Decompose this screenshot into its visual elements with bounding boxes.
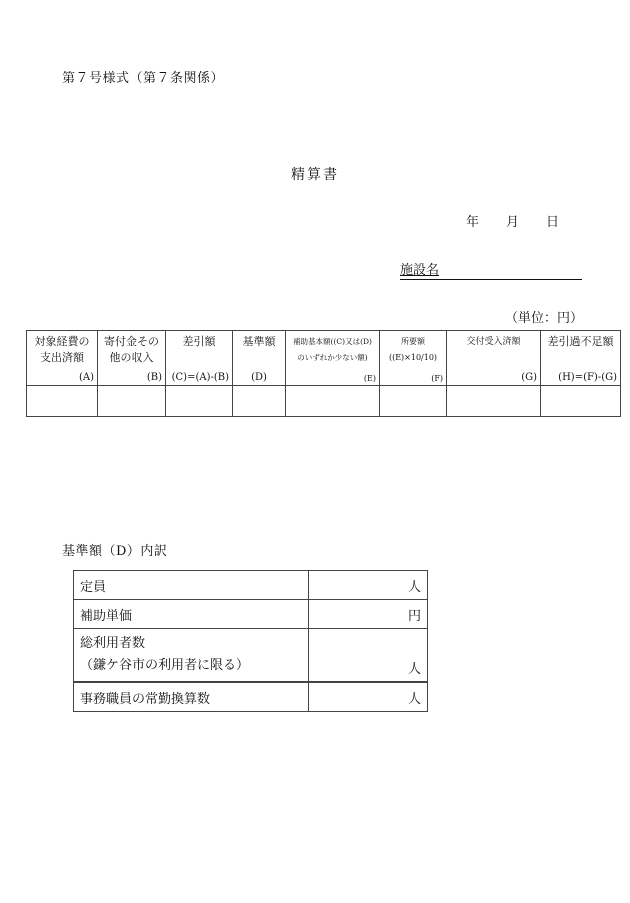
col-e-header <box>286 331 380 386</box>
col-a-line1: 対象経費の <box>34 335 90 348</box>
breakdown-label: 定員 <box>74 571 309 600</box>
col-f-line1: 所要額 <box>401 337 425 346</box>
col-a-line2: 支出済額 <box>40 351 84 364</box>
settlement-header-row <box>27 331 621 386</box>
col-e-line2: のいずれか少ない額) <box>297 353 368 362</box>
form-number: 第７号様式（第７条関係） <box>62 71 225 86</box>
col-h-line1: 差引過不足額 <box>547 335 614 348</box>
col-f-header <box>380 331 447 386</box>
breakdown-row-staff <box>74 682 428 712</box>
entry-cell-f[interactable] <box>380 386 447 417</box>
col-h-code: (H)=(F)-(G) <box>558 372 617 383</box>
entry-cell-d[interactable] <box>233 386 286 417</box>
entry-cell-e[interactable] <box>286 386 380 417</box>
col-b-line2: 他の収入 <box>109 351 154 364</box>
breakdown-label-note: （鎌ケ谷市の利用者に限る） <box>80 658 250 673</box>
date-day-label: 日 <box>546 215 560 230</box>
col-h-header <box>541 331 621 386</box>
breakdown-row-unit-price <box>74 600 428 629</box>
breakdown-unit[interactable]: 円 <box>309 600 428 629</box>
breakdown-table <box>73 570 428 712</box>
col-d-code: (D) <box>251 372 267 383</box>
col-c-line1: 差引額 <box>182 335 216 348</box>
col-e-line1: 補助基本額((C)又は(D) <box>293 337 372 346</box>
col-f-line2: ((E)×10/10) <box>388 353 438 362</box>
col-d-line1: 基準額 <box>242 335 276 348</box>
facility-name-line <box>400 259 582 280</box>
breakdown-label: 補助単価 <box>74 600 309 629</box>
col-g-code: (G) <box>521 372 537 383</box>
breakdown-unit[interactable]: 人 <box>309 682 428 712</box>
col-d-header <box>233 331 286 386</box>
breakdown-label: 事務職員の常勤換算数 <box>74 682 309 712</box>
document-title: 精算書 <box>291 167 339 183</box>
entry-cell-b[interactable] <box>98 386 166 417</box>
breakdown-label-cell <box>74 629 309 683</box>
col-f-code: (F) <box>431 374 443 383</box>
facility-name-label: 施設名 <box>400 263 440 278</box>
date-month-label: 月 <box>506 215 520 230</box>
col-b-code: (B) <box>146 372 162 383</box>
col-a-header <box>27 331 98 386</box>
col-g-line1: 交付受入済額 <box>466 337 521 347</box>
col-b-header <box>98 331 166 386</box>
col-g-header <box>447 331 541 386</box>
breakdown-row-capacity <box>74 571 428 600</box>
breakdown-title: 基準額（D）内訳 <box>62 544 168 559</box>
col-c-header <box>166 331 233 386</box>
col-b-line1: 寄付金その <box>104 335 159 348</box>
date-line <box>466 211 559 230</box>
entry-cell-a[interactable] <box>27 386 98 417</box>
breakdown-label: 総利用者数 <box>80 636 146 651</box>
col-c-code: (C)=(A)-(B) <box>171 372 229 383</box>
breakdown-row-total-users <box>74 629 428 683</box>
settlement-table <box>26 330 621 417</box>
settlement-entry-row <box>27 386 621 417</box>
date-year-label: 年 <box>466 215 480 230</box>
entry-cell-c[interactable] <box>166 386 233 417</box>
entry-cell-g[interactable] <box>447 386 541 417</box>
col-a-code: (A) <box>78 372 94 383</box>
breakdown-unit[interactable]: 人 <box>309 571 428 600</box>
col-e-code: (E) <box>363 374 376 383</box>
breakdown-unit[interactable]: 人 <box>309 629 428 683</box>
entry-cell-h[interactable] <box>541 386 621 417</box>
unit-note: （単位：円） <box>505 311 584 326</box>
